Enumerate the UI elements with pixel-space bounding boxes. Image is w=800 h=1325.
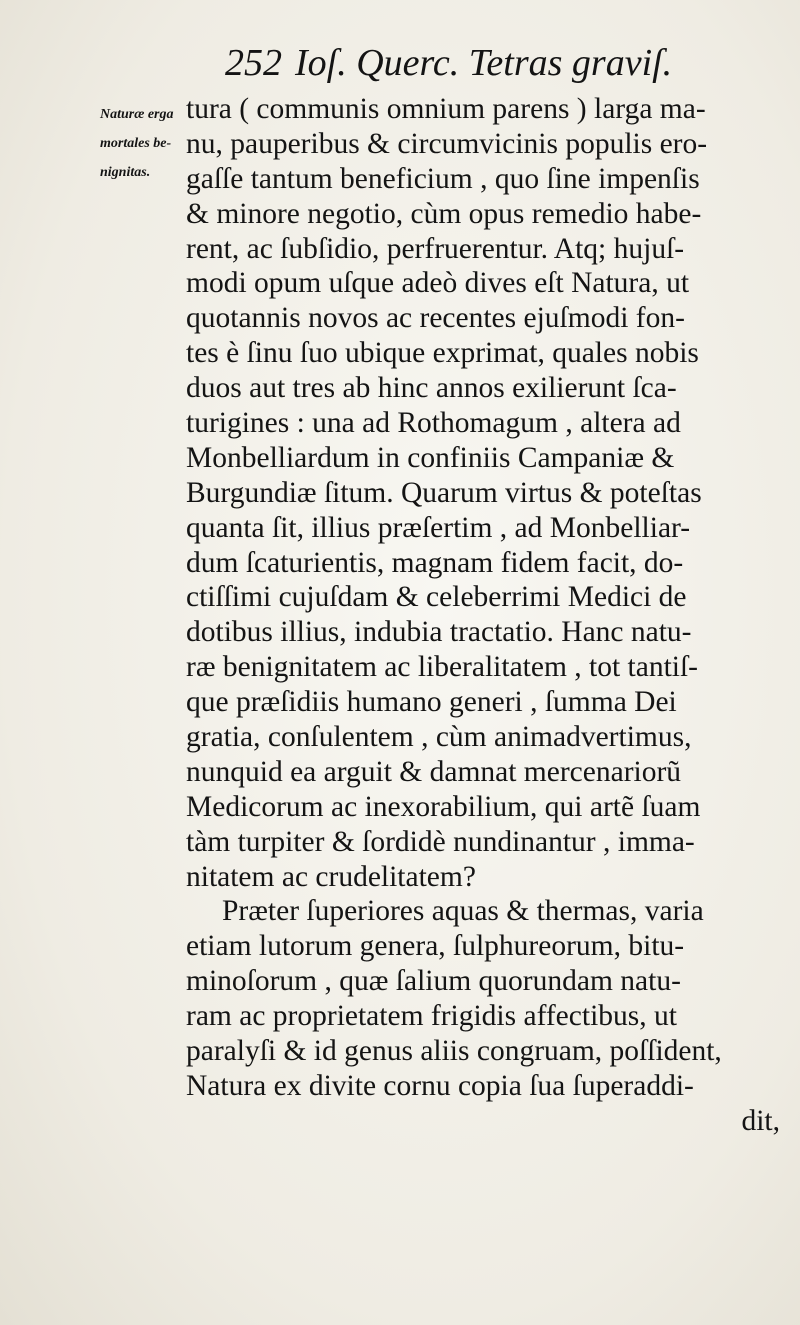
running-header: [225, 38, 685, 88]
running-title: Ioſ. Querc. Tetras graviſ.: [295, 42, 673, 84]
text-line: turigines : una ad Rothomagum , altera ad: [186, 407, 681, 440]
text-line: minoſorum , quæ ſalium quorundam natu-: [186, 965, 681, 998]
text-line: ctiſſimi cujuſdam & celeberrimi Medici de: [186, 581, 687, 614]
text-line: duos aut tres ab hinc annos exilierunt ſca-: [186, 372, 677, 405]
text-line: tura ( communis omnium parens ) larga ma-: [186, 93, 706, 125]
text-line: tes è ſinu ſuo ubique exprimat, quales nobis: [186, 337, 699, 370]
text-line: nitatem ac crudelitatem?: [186, 860, 476, 893]
text-line: ram ac proprietatem frigidis affectibus, ut: [186, 1000, 677, 1033]
catchword: dit,: [741, 1104, 780, 1137]
text-line: dotibus illius, indubia tractatio. Hanc natu-: [186, 616, 692, 649]
marginal-note-line: mortales be-: [100, 136, 172, 151]
page-number: 252: [225, 42, 282, 84]
paragraph-start-line: Præter ſuperiores aquas & thermas, varia: [222, 895, 704, 928]
text-line: & minore negotio, cùm opus remedio habe-: [186, 197, 702, 230]
marginal-note: [100, 100, 184, 187]
text-line: nu, pauperibus & circumvicinis populis ero-: [186, 127, 708, 160]
text-line: Burgundiæ ſitum. Quarum virtus & poteſtas: [186, 476, 702, 509]
text-line: modi opum uſque adeò dives eſt Natura, ut: [186, 267, 690, 300]
text-line: Monbelliardum in confiniis Campaniæ &: [186, 441, 675, 474]
text-line: quanta ſit, illius præſertim , ad Monbelliar-: [186, 511, 691, 544]
text-line: quotannis novos ac recentes ejuſmodi fon-: [186, 302, 685, 335]
text-line: paralyſi & id genus aliis congruam, poſſident,: [186, 1035, 722, 1068]
body-text: [186, 92, 780, 1139]
text-line: rent, ac ſubſidio, perfruerentur. Atq; hujuſ-: [186, 232, 685, 265]
marginal-note-line: Naturæ erga: [100, 107, 174, 122]
text-line: gaſſe tantum beneficium , quo ſine impenſis: [186, 162, 700, 195]
text-line: gratia, conſulentem , cùm animadvertimus,: [186, 721, 692, 754]
text-line: que præſidiis humano generi , ſumma Dei: [186, 686, 677, 719]
marginal-note-line: nignitas.: [100, 165, 151, 180]
text-line: dum ſcaturientis, magnam fidem facit, do-: [186, 546, 684, 579]
text-line: Natura ex divite cornu copia ſua ſuperaddi-: [186, 1069, 694, 1102]
text-line: etiam lutorum genera, ſulphureorum, bitu-: [186, 930, 685, 963]
text-line: tàm turpiter & ſordidè nundinantur , imma-: [186, 825, 695, 858]
text-line: ræ benignitatem ac liberalitatem , tot tantiſ-: [186, 651, 698, 684]
text-line: Medicorum ac inexorabilium, qui artẽ ſuam: [186, 790, 701, 823]
text-line: nunquid ea arguit & damnat mercenariorũ: [186, 755, 682, 788]
